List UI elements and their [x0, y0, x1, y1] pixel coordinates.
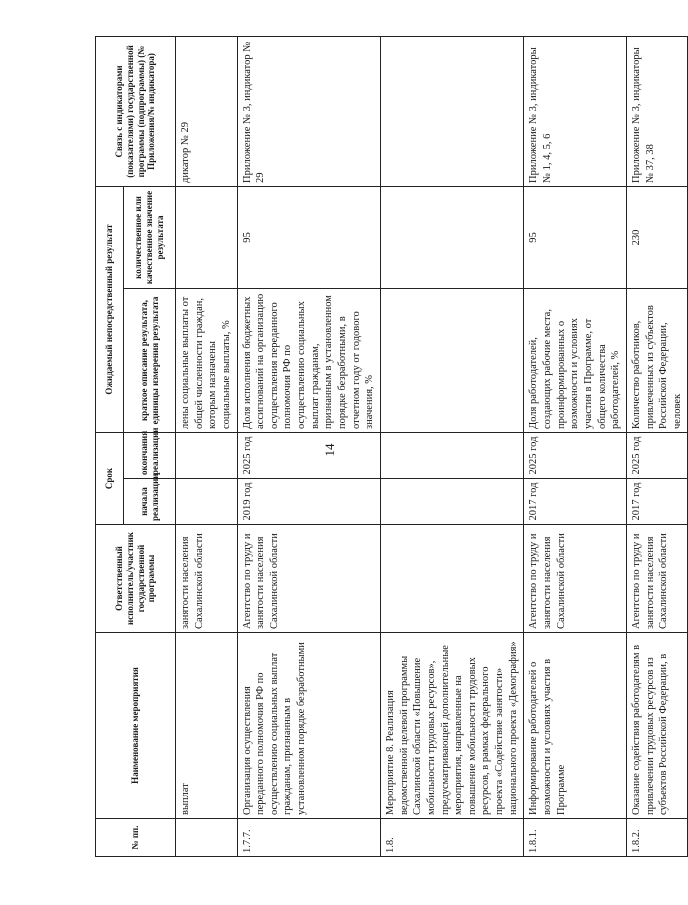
cell-num: 1.8. [380, 819, 523, 857]
header-end: окончания реализации [124, 432, 176, 478]
header-value: количественное или качественное значение результата [124, 186, 176, 288]
cell-name: Организация осуществления переданного полномочия РФ по осуществлению социальных выплат гражданам, признанным в установленном порядке безработными [237, 633, 380, 819]
cell-link: Приложение № 3, индикаторы № 1, 4, 5, 6 [524, 36, 626, 186]
measures-table [95, 36, 688, 857]
cell-link [380, 36, 523, 186]
cell-end: 2025 год [524, 432, 626, 478]
cell-description: лены социальные выплаты от общей численности граждан, которым назначены социальные выплаты, % [176, 288, 238, 432]
cell-responsible [380, 525, 523, 633]
cell-name: Оказание содействия работодателям в привлечении трудовых ресурсов из субъектов Российской Федерации, в [626, 633, 688, 819]
cell-start: 2017 год [524, 479, 626, 525]
table-row [524, 36, 626, 856]
page-number: 14 [322, 443, 337, 457]
header-term: Срок [96, 432, 124, 524]
cell-value: 230 [626, 186, 688, 288]
header-responsible: Ответственный исполнитель/участник государственной программы [96, 525, 176, 633]
cell-end [176, 432, 238, 478]
cell-responsible: занятости населения Сахалинской области [176, 525, 238, 633]
header-description: краткое описание результата, единицы измерения результата [124, 288, 176, 432]
cell-link: Приложение № 3, индикатор № 29 [237, 36, 380, 186]
cell-num: 1.7.7. [237, 819, 380, 857]
cell-start [380, 479, 523, 525]
cell-value: 95 [237, 186, 380, 288]
header-start: начала реализации [124, 479, 176, 525]
cell-num: 1.8.2. [626, 819, 688, 857]
cell-responsible: Агентство по труду и занятости населения Сахалинской области [237, 525, 380, 633]
table-row [380, 36, 523, 856]
cell-description [380, 288, 523, 432]
cell-description: Доля исполнения бюджетных ассигнований на организацию осуществления переданного полномочия РФ по осуществлению социальных выплат гражданам, признанным в установленном порядке безработными, в отчетном году от годового значения, % [237, 288, 380, 432]
cell-end [380, 432, 523, 478]
cell-name: Мероприятие 8. Реализация ведомственной целевой программы Сахалинской области «Повышение мобильности трудовых ресурсов», предусматривающей дополнительные мероприятия, направленные на повышение мобильности трудовых ресурсов, в рамках федерального проекта «Содействие занятости» национального проекта «Демография» [380, 633, 523, 819]
header-num: № пп. [96, 819, 176, 857]
cell-start: 2017 год [626, 479, 688, 525]
cell-description: Доля работодателей, создающих рабочие места, проинформированных о возможности и условиях участия в Программе, от общего количества работодателей, % [524, 288, 626, 432]
cell-description: Количество работников, привлеченных из субъектов Российской Федерации, человек [626, 288, 688, 432]
rotated-table-container [95, 37, 683, 857]
cell-end: 2025 год [626, 432, 688, 478]
cell-value: 95 [524, 186, 626, 288]
cell-num: 1.8.1. [524, 819, 626, 857]
cell-value [380, 186, 523, 288]
table-row [237, 36, 380, 856]
cell-name: выплат [176, 633, 238, 819]
cell-value [176, 186, 238, 288]
cell-start: 2019 год [237, 479, 380, 525]
header-link: Связь с индикаторами (показателями) государственной программы (подпрограммы) (№ Приложения/№ индикатора) [96, 36, 176, 186]
cell-link: Приложение № 3, индикаторы № 37, 38 [626, 36, 688, 186]
table-row [176, 36, 238, 856]
cell-start [176, 479, 238, 525]
cell-num [176, 819, 238, 857]
cell-name: Информирование работодателей о возможности и условиях участия в Программе [524, 633, 626, 819]
header-result: Ожидаемый непосредственный результат [96, 186, 124, 432]
cell-end: 2025 год [237, 432, 380, 478]
cell-responsible: Агентство по труду и занятости населения Сахалинской области [524, 525, 626, 633]
cell-link: дикатор № 29 [176, 36, 238, 186]
header-name: Наименование мероприятия [96, 633, 176, 819]
table-row [626, 36, 688, 856]
cell-responsible: Агентство по труду и занятости населения Сахалинской области [626, 525, 688, 633]
